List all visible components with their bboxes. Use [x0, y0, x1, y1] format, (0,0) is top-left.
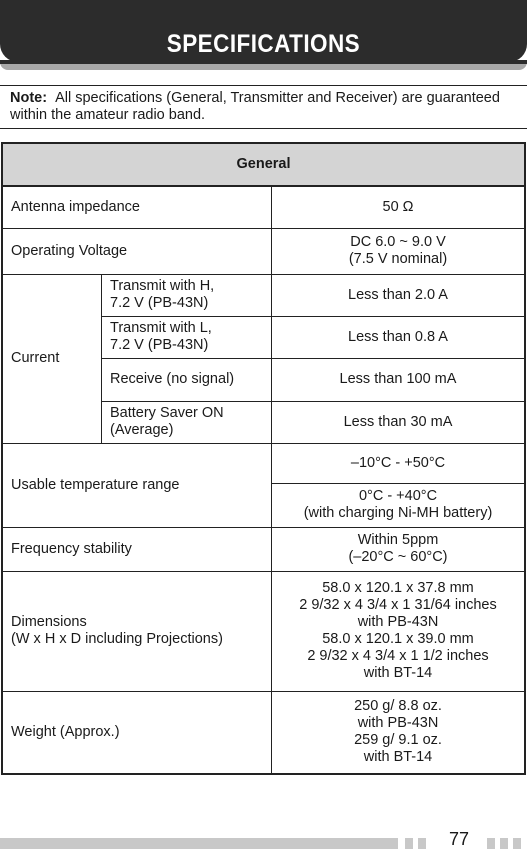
footer-bar — [0, 838, 398, 849]
value-line: DC 6.0 ~ 9.0 V — [350, 234, 446, 250]
value-line: 259 g/ 9.1 oz. — [354, 732, 442, 749]
section-banner — [0, 0, 527, 62]
row-value — [272, 483, 526, 527]
sub-label-line: Transmit with H, — [110, 278, 215, 294]
table-row — [2, 228, 525, 274]
value-line: with BT-14 — [363, 749, 433, 766]
note-label: Note: — [10, 90, 48, 106]
sub-label-line: Transmit with L, — [110, 320, 212, 336]
row-value — [272, 691, 526, 774]
table-row — [2, 571, 525, 691]
row-value — [272, 527, 526, 571]
row-value: Less than 2.0 A — [272, 274, 526, 316]
row-label: Frequency stability — [2, 527, 272, 571]
value-line: 58.0 x 120.1 x 37.8 mm — [322, 580, 474, 596]
sub-label-line: 7.2 V (PB-43N) — [110, 295, 209, 311]
sub-label — [102, 401, 272, 443]
table-row — [2, 274, 525, 316]
note-text: All specifications (General, Transmitter and Receiver) are guaranteed within the amateur radio band. — [10, 90, 500, 123]
table-row — [2, 691, 525, 774]
row-value: Less than 100 mA — [272, 358, 526, 401]
value-line: 0°C - +40°C — [358, 488, 438, 504]
value-line: 2 9/32 x 4 3/4 x 1 1/2 inches — [307, 648, 489, 664]
value-line: Within 5ppm — [357, 532, 439, 548]
label-line: Dimensions — [11, 614, 87, 630]
sub-label — [102, 316, 272, 358]
value-line: (with charging Ni-MH battery) — [303, 505, 493, 521]
value-line: with PB-43N — [357, 715, 439, 732]
row-label: Operating Voltage — [2, 228, 272, 274]
table-heading: General — [2, 143, 525, 186]
value-line: 250 g/ 8.8 oz. — [354, 698, 442, 715]
spec-table — [1, 142, 526, 775]
page-title: SPECIFICATIONS — [166, 30, 361, 58]
row-label: Usable temperature range — [2, 443, 272, 527]
row-value — [272, 228, 526, 274]
row-label: Weight (Approx.) — [2, 691, 272, 774]
footer-marker — [487, 838, 495, 849]
sub-label-line: Battery Saver ON — [110, 405, 224, 421]
row-label: Current — [2, 274, 102, 443]
sub-label-line: (Average) — [110, 422, 174, 438]
row-label — [2, 571, 272, 691]
footer-marker — [500, 838, 508, 849]
row-value: 50 Ω — [272, 186, 526, 228]
row-value: –10°C - +50°C — [272, 443, 526, 483]
label-line: (W x H x D including Projections) — [11, 631, 223, 647]
sub-label — [102, 274, 272, 316]
table-row — [2, 186, 525, 228]
value-line: (–20°C ~ 60°C) — [348, 549, 448, 565]
banner-base — [0, 60, 527, 64]
row-value: Less than 0.8 A — [272, 316, 526, 358]
sub-label: Receive (no signal) — [102, 358, 272, 401]
footer-marker — [418, 838, 426, 849]
row-value: Less than 30 mA — [272, 401, 526, 443]
value-line: with PB-43N — [357, 614, 439, 630]
row-value — [272, 571, 526, 691]
row-label: Antenna impedance — [2, 186, 272, 228]
value-line: (7.5 V nominal) — [348, 251, 448, 267]
table-row — [2, 527, 525, 571]
value-line: 2 9/32 x 4 3/4 x 1 31/64 inches — [299, 597, 497, 613]
note-box — [0, 85, 527, 129]
table-row — [2, 443, 525, 483]
value-line: with BT-14 — [363, 665, 433, 681]
footer-marker — [513, 838, 521, 849]
footer-marker — [405, 838, 413, 849]
value-line: 58.0 x 120.1 x 39.0 mm — [322, 631, 474, 647]
page-number: 77 — [449, 829, 470, 849]
sub-label-line: 7.2 V (PB-43N) — [110, 337, 209, 353]
